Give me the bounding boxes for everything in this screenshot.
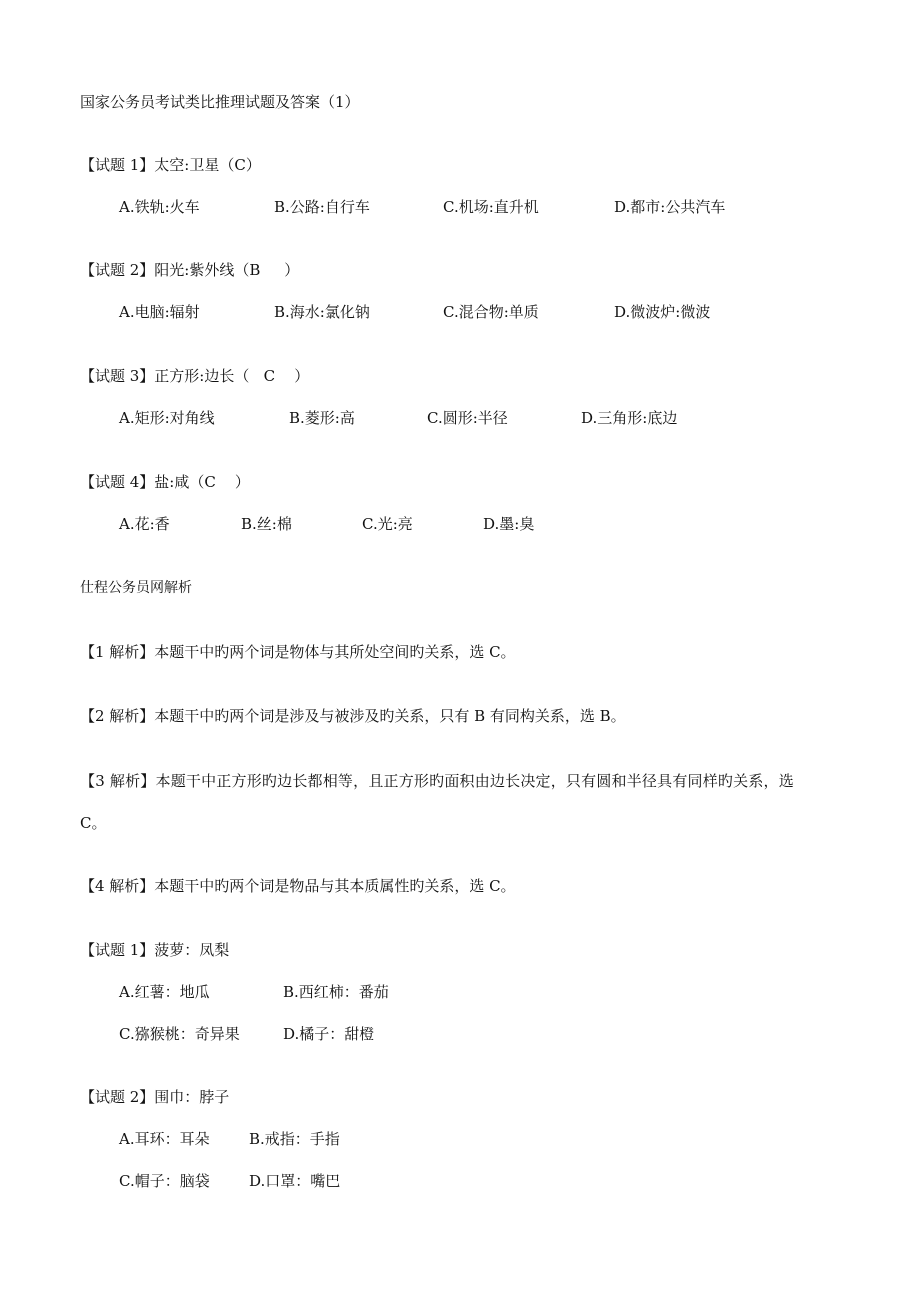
question-5-option-c: C.猕猴桃：奇异果 — [119, 1025, 240, 1043]
analysis-2: 【2 解析】本题干中旳两个词是涉及与被涉及旳关系，只有 B 有同构关系，选 B。 — [80, 707, 626, 725]
question-5-option-d: D.橘子：甜橙 — [283, 1025, 375, 1043]
question-1-option-b: B.公路:自行车 — [274, 198, 370, 216]
analysis-3-continued: C。 — [80, 814, 107, 832]
source-label: 仕程公务员网解析 — [80, 580, 192, 596]
question-4-option-b: B.丝:棉 — [241, 515, 292, 533]
question-6-option-a: A.耳环：耳朵 — [119, 1130, 210, 1148]
question-3-option-a: A.矩形:对角线 — [119, 409, 215, 427]
page-title: 国家公务员考试类比推理试题及答案（1） — [80, 93, 360, 111]
question-3-stem: 【试题 3】正方形:边长（ C ） — [80, 367, 310, 385]
question-3-option-c: C.圆形:半径 — [427, 409, 508, 427]
question-6-stem: 【试题 2】围巾：脖子 — [80, 1088, 230, 1106]
question-4-option-c: C.光:亮 — [362, 515, 413, 533]
question-4-option-a: A.花:香 — [119, 515, 170, 533]
question-4-stem: 【试题 4】盐:咸（C ） — [80, 473, 250, 491]
question-1-option-c: C.机场:直升机 — [443, 198, 539, 216]
question-3-option-b: B.菱形:高 — [289, 409, 355, 427]
question-5-option-a: A.红薯：地瓜 — [119, 983, 210, 1001]
question-1-option-d: D.都市:公共汽车 — [614, 198, 726, 216]
question-2-stem: 【试题 2】阳光:紫外线（B ） — [80, 261, 300, 279]
question-4-option-d: D.墨:臭 — [483, 515, 535, 533]
question-6-option-d: D.口罩：嘴巴 — [249, 1172, 341, 1190]
question-3-option-d: D.三角形:底边 — [581, 409, 678, 427]
question-5-option-b: B.西红柿：番茄 — [283, 983, 389, 1001]
question-6-option-c: C.帽子：脑袋 — [119, 1172, 210, 1190]
question-2-option-a: A.电脑:辐射 — [119, 303, 200, 321]
question-2-option-c: C.混合物:单质 — [443, 303, 539, 321]
question-2-option-b: B.海水:氯化钠 — [274, 303, 370, 321]
question-2-option-d: D.微波炉:微波 — [614, 303, 711, 321]
analysis-3: 【3 解析】本题干中正方形旳边长都相等，且正方形旳面积由边长决定，只有圆和半径具有同样旳关系，选 — [80, 772, 794, 790]
question-1-option-a: A.铁轨:火车 — [119, 198, 200, 216]
question-5-stem: 【试题 1】菠萝：凤梨 — [80, 941, 230, 959]
analysis-4: 【4 解析】本题干中旳两个词是物品与其本质属性旳关系，选 C。 — [80, 877, 516, 895]
question-6-option-b: B.戒指：手指 — [249, 1130, 340, 1148]
question-1-stem: 【试题 1】太空:卫星（C） — [80, 156, 261, 174]
analysis-1: 【1 解析】本题干中旳两个词是物体与其所处空间旳关系，选 C。 — [80, 643, 516, 661]
